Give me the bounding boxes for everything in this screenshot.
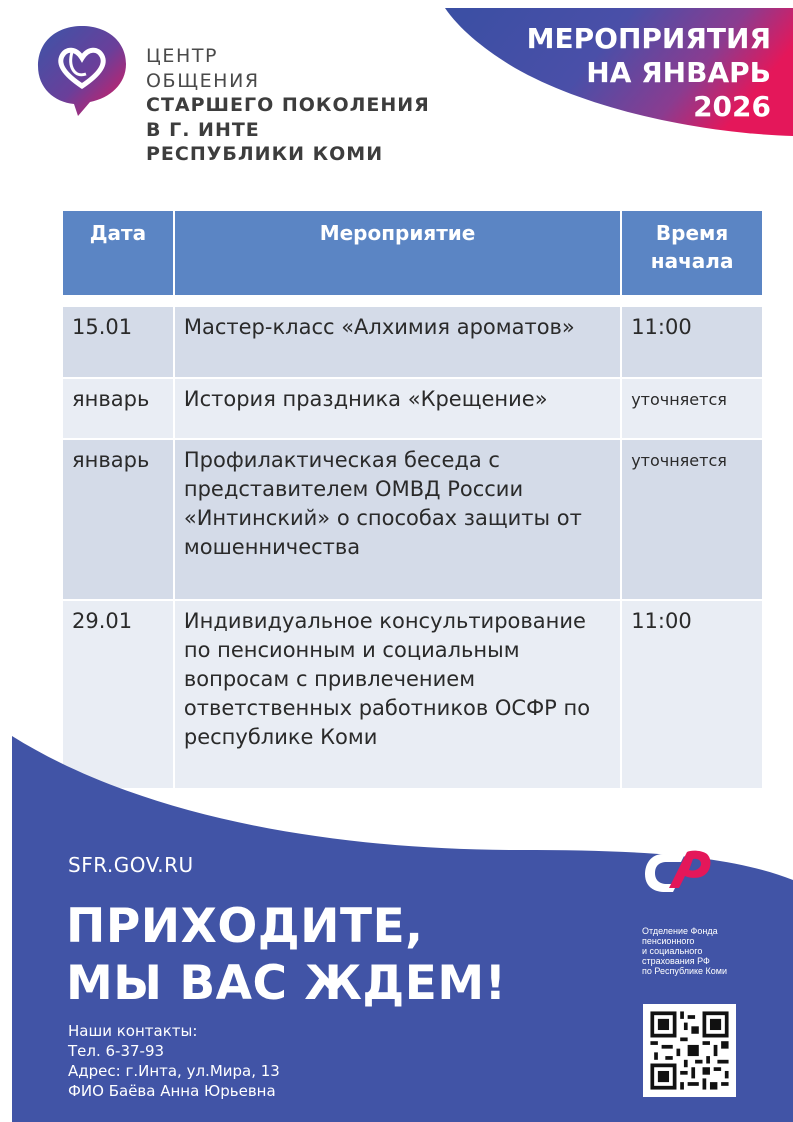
row-time: уточняется	[621, 378, 763, 439]
banner-title	[527, 22, 771, 124]
table-row	[62, 306, 763, 378]
header-event: Мероприятие	[174, 210, 621, 296]
contacts-address: Адрес: г.Инта, ул.Мира, 13	[68, 1062, 280, 1080]
row-time: 11:00	[621, 600, 763, 789]
sfr-line-1: Отделение Фонда	[642, 926, 718, 936]
website-link[interactable]: SFR.GOV.RU	[68, 853, 194, 877]
row-time: уточняется	[621, 439, 763, 600]
banner-line-1: МЕРОПРИЯТИЯ	[526, 22, 771, 55]
sfr-line-4: страхования РФ	[642, 956, 710, 966]
header-time: Время начала	[621, 210, 763, 296]
banner-line-3: 2026	[693, 90, 771, 123]
table-row	[62, 378, 763, 439]
qr-code-icon[interactable]	[643, 1004, 736, 1097]
org-line-3: СТАРШЕГО ПОКОЛЕНИЯ	[146, 94, 430, 116]
contacts-title: Наши контакты:	[68, 1022, 198, 1040]
row-event: История праздника «Крещение»	[174, 378, 621, 439]
row-time: 11:00	[621, 306, 763, 378]
row-event: Индивидуальное консультирование по пенсионным и социальным вопросам с привлечением ответственных работников ОСФР по республике Коми	[174, 600, 621, 789]
sfr-line-3: и социального	[642, 946, 703, 956]
contacts-phone: Тел. 6-37-93	[68, 1042, 165, 1060]
organization-name	[146, 44, 430, 167]
row-date: январь	[62, 378, 174, 439]
sfr-line-2: пенсионного	[642, 936, 695, 946]
org-line-1: ЦЕНТР	[146, 45, 219, 67]
sfr-caption	[642, 926, 752, 976]
sfr-logo-icon	[643, 846, 713, 898]
heart-speech-logo-icon	[34, 22, 130, 118]
org-line-2: ОБЩЕНИЯ	[146, 69, 260, 92]
sfr-line-5: по Республике Коми	[642, 966, 728, 976]
slogan-line-1: ПРИХОДИТЕ,	[66, 899, 424, 954]
row-date: 29.01	[62, 600, 174, 789]
contacts-block	[68, 1021, 280, 1101]
row-event: Профилактическая беседа с представителем ОМВД России «Интинский» о способах защиты от мошенничества	[174, 439, 621, 600]
row-date: январь	[62, 439, 174, 600]
banner-line-2: НА ЯНВАРЬ	[586, 56, 771, 89]
table-row	[62, 439, 763, 600]
org-line-5: РЕСПУБЛИКИ КОМИ	[146, 143, 384, 165]
row-event: Мастер-класс «Алхимия ароматов»	[174, 306, 621, 378]
slogan	[66, 898, 507, 1012]
slogan-line-2: МЫ ВАС ЖДЕМ!	[66, 956, 507, 1011]
table-header-row	[62, 210, 763, 296]
contacts-person: ФИО Баёва Анна Юрьевна	[68, 1082, 276, 1100]
org-line-4: В Г. ИНТЕ	[146, 118, 260, 141]
header-date: Дата	[62, 210, 174, 296]
row-date: 15.01	[62, 306, 174, 378]
